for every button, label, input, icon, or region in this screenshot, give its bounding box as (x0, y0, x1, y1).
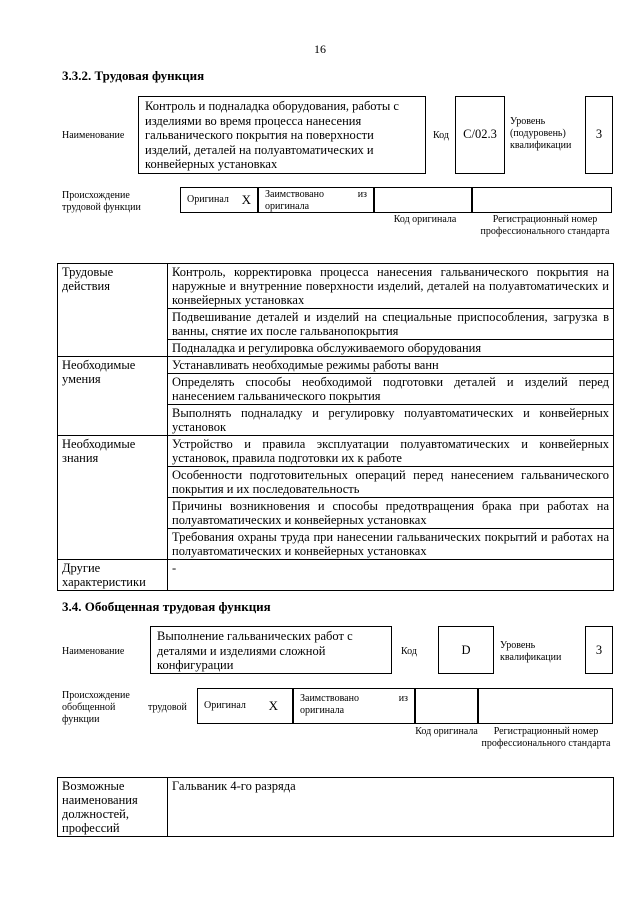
original-label-332: Оригинал (187, 194, 229, 205)
row-item: Определять способы необходимой подготовки деталей и изделий перед нанесением гальванического покрытия (168, 374, 614, 405)
code-label-34: Код (401, 646, 417, 657)
code-original-cell-332 (374, 187, 472, 213)
functions-table-332 (57, 263, 614, 591)
table-row (58, 778, 614, 837)
row-item: Подналадка и регулировка обслуживаемого оборудования (168, 340, 614, 357)
row-item: Требования охраны труда при нанесении гальванических покрытий и работах на полуавтоматических и конвейерных установках (168, 529, 614, 560)
borrowed-cell-34 (293, 688, 415, 724)
row-item: Устанавливать необходимые режимы работы ванн (168, 357, 614, 374)
code-label-332: Код (433, 130, 449, 141)
original-cell-332 (180, 187, 258, 213)
name-value-34 (150, 626, 392, 674)
table-row (58, 560, 614, 591)
code-original-label-34: Код оригинала (415, 726, 478, 737)
row-item: Контроль, корректировка процесса нанесения гальванического покрытия на наружные и внутренние поверхности изделий, деталей на полуавтоматических и конвейерных установках (168, 264, 614, 309)
origin-label-34-b: трудовой (148, 702, 187, 713)
level-label-34: Уровень квалификации (500, 640, 562, 663)
row-item: - (168, 560, 614, 591)
section-heading-332: 3.3.2. Трудовая функция (62, 68, 205, 83)
row-item: Гальваник 4-го разряда (168, 778, 614, 837)
row-item: Устройство и правила эксплуатации полуавтоматических и конвейерных установок, правила подготовки их к работе (168, 436, 614, 467)
name-value-332 (138, 96, 426, 174)
positions-table-34 (57, 777, 614, 837)
row-item: Выполнять подналадку и регулировку полуавтоматических и конвейерных установок (168, 405, 614, 436)
name-label-34: Наименование (62, 646, 125, 657)
level-value-34: 3 (585, 626, 613, 674)
row-label: Возможные наименования должностей, профессий (58, 778, 168, 837)
origin-label-332: Происхождение трудовой функции (62, 190, 141, 213)
level-value-332: 3 (585, 96, 613, 174)
code-value-332: C/02.3 (455, 96, 505, 174)
reg-number-cell-332 (472, 187, 612, 213)
name-value-text-34: Выполнение гальванических работ с деталями и изделиями сложной конфигурации (157, 629, 353, 672)
table-row (58, 436, 614, 467)
name-label-332: Наименование (62, 130, 125, 141)
origin-label-34: Происхождение обобщенной функции (62, 690, 130, 725)
row-label: Необходимые умения (58, 357, 168, 436)
reg-number-label-34: Регистрационный номер профессионального стандарта (481, 726, 611, 749)
row-label: Необходимые знания (58, 436, 168, 560)
code-original-label-332: Код оригинала (393, 214, 457, 225)
row-item: Особенности подготовительных операций перед нанесением гальванического покрытия и их последовательность (168, 467, 614, 498)
row-item: Подвешивание деталей и изделий на специальные приспособления, загрузка в ванны, снятие их после гальванопокрытия (168, 309, 614, 340)
original-cell-34 (197, 688, 293, 724)
reg-number-label-332: Регистрационный номер профессионального стандарта (480, 214, 610, 237)
borrowed-label-34: Заимствовано из оригинала (300, 693, 408, 716)
code-value-34: D (438, 626, 494, 674)
code-original-cell-34 (415, 688, 478, 724)
row-label: Трудовые действия (58, 264, 168, 357)
original-label-34: Оригинал (204, 700, 246, 711)
name-value-text-332: Контроль и подналадка оборудования, работы с изделиями во время процесса нанесения гальванического покрытия на поверхности изделий, деталей на полуавтоматических и конвейерных установках (145, 99, 399, 171)
row-label: Другие характеристики (58, 560, 168, 591)
borrowed-cell-332 (258, 187, 374, 213)
row-item: Причины возникновения и способы предотвращения брака при работах на полуавтоматических и конвейерных установках (168, 498, 614, 529)
page-number: 16 (314, 42, 326, 56)
reg-number-cell-34 (478, 688, 613, 724)
original-mark-34: X (268, 698, 278, 713)
original-mark-332: X (241, 192, 251, 207)
table-row (58, 264, 614, 309)
section-heading-34: 3.4. Обобщенная трудовая функция (62, 599, 271, 614)
table-row (58, 357, 614, 374)
level-label-332: Уровень (подуровень) квалификации (510, 116, 572, 151)
borrowed-label-332: Заимствовано из оригинала (265, 189, 367, 212)
